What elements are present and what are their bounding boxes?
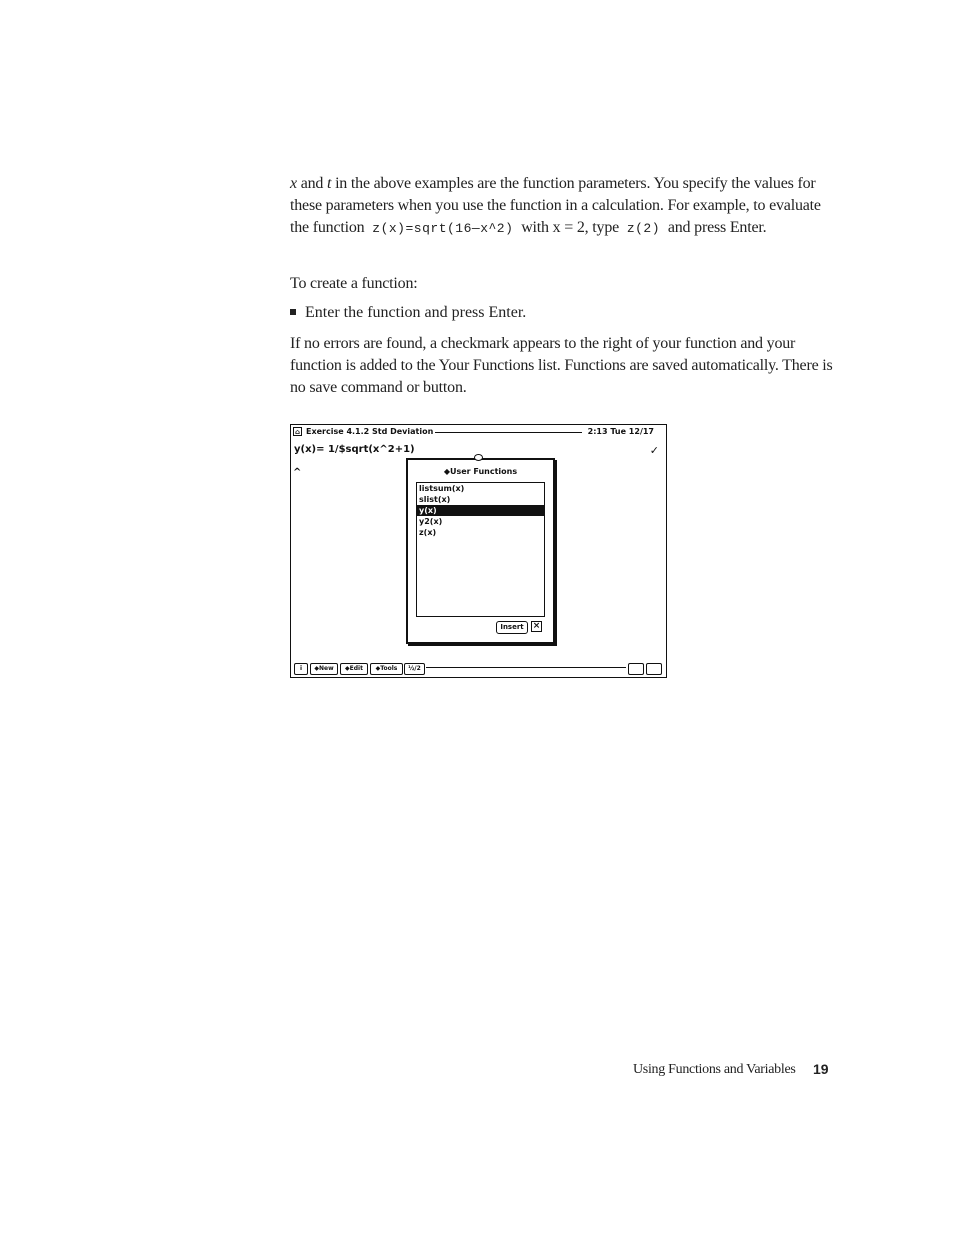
code-function-call: z(2) xyxy=(626,221,661,236)
clock: 2:13 Tue 12/17 xyxy=(587,427,654,436)
list-item[interactable]: z(x) xyxy=(419,528,437,537)
para1-text2: with x = 2, type xyxy=(517,219,623,236)
title-rule xyxy=(435,432,582,433)
fraction-button[interactable]: ½/2 xyxy=(404,663,425,675)
window-icon[interactable] xyxy=(628,663,644,675)
edit-button[interactable]: ◆Edit xyxy=(340,663,368,675)
home-icon[interactable]: ⌂ xyxy=(294,428,300,436)
dialog-title: ◆User Functions xyxy=(443,467,518,476)
checkmark-icon: ✓ xyxy=(649,444,659,457)
screenshot-figure xyxy=(290,424,667,678)
function-input-line[interactable]: y(x)= 1/$sqrt(x^2+1) xyxy=(294,444,415,455)
footer-section-title: Using Functions and Variables xyxy=(633,1062,796,1077)
functions-list[interactable] xyxy=(416,482,545,617)
tools-button[interactable]: ◆Tools xyxy=(370,663,403,675)
close-icon[interactable]: × xyxy=(532,621,541,631)
user-functions-dialog xyxy=(406,458,555,644)
text-and: and xyxy=(296,175,328,192)
window-title: Exercise 4.1.2 Std Deviation xyxy=(306,427,434,436)
parameters-paragraph xyxy=(290,173,835,240)
bullet-square-icon xyxy=(290,309,296,315)
create-function-heading: To create a function: xyxy=(290,275,418,292)
var-t: t xyxy=(327,175,332,192)
var-x: x xyxy=(290,175,297,192)
title-bar xyxy=(293,427,664,437)
list-item-selected[interactable]: y(x) xyxy=(417,505,544,516)
checkmark-paragraph: If no errors are found, a checkmark appears to the right of your function and your function is added to the Your Functions list. Functions are saved automatically. There is no save command or button. xyxy=(290,335,833,396)
code-function-def: z(x)=sqrt(16—x^2) xyxy=(372,221,514,236)
para1-text3: and press Enter. xyxy=(664,219,767,236)
new-button[interactable]: ◆New xyxy=(310,663,338,675)
insert-button[interactable]: Insert xyxy=(496,621,528,634)
list-item[interactable]: slist(x) xyxy=(419,495,451,504)
list-item[interactable]: y2(x) xyxy=(419,517,443,526)
page-number: 19 xyxy=(813,1061,829,1077)
toolbar-rule xyxy=(426,667,626,668)
para1-text1: in the above examples are the function parameters. You specify the values for these parameters when you use the function in a calculation. For example, to evaluate the function xyxy=(290,175,821,236)
bullet-text: Enter the function and press Enter. xyxy=(305,304,527,321)
caret-icon: ^ xyxy=(293,467,302,478)
info-button[interactable]: i xyxy=(294,663,308,675)
dialog-knob-icon xyxy=(474,454,483,461)
bullet-item xyxy=(290,302,526,324)
list-item[interactable]: listsum(x) xyxy=(419,484,465,493)
bottom-toolbar xyxy=(293,663,664,675)
envelope-icon[interactable] xyxy=(646,663,662,675)
